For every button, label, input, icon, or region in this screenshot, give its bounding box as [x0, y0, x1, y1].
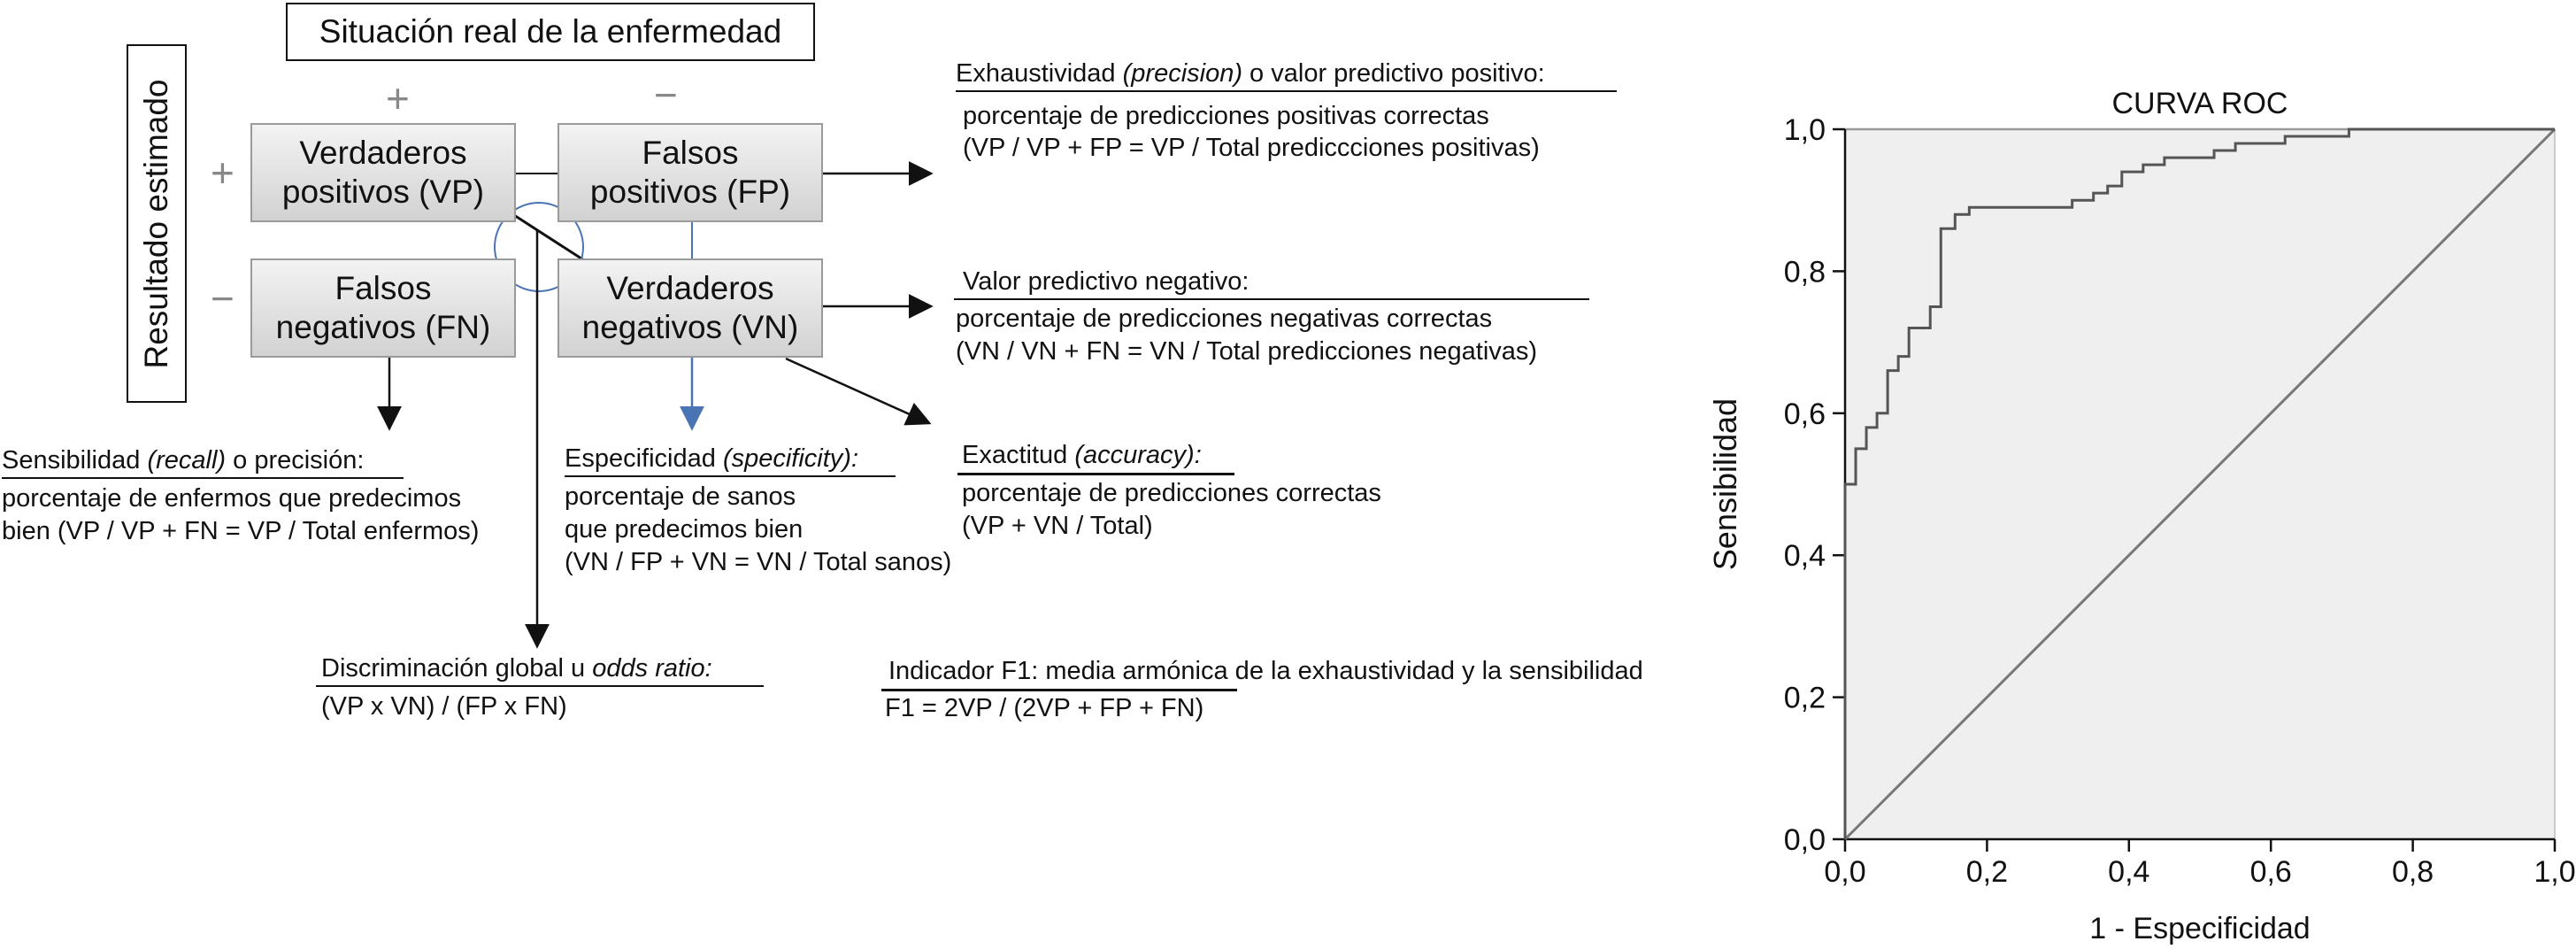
f1-underline — [881, 689, 1237, 691]
minus-sign-row: − — [211, 275, 235, 321]
y-tick-label: 1,0 — [1783, 113, 1826, 147]
cell-vn-line2: negativos (VN) — [581, 309, 799, 345]
vn-to-exactitud-arrow — [786, 359, 929, 423]
cell-fn-line1: Falsos — [334, 270, 432, 306]
cell-fn — [250, 258, 516, 358]
especificidad-title — [565, 443, 896, 477]
cell-fp-line2: positivos (FP) — [589, 174, 791, 210]
plus-sign-row: + — [211, 150, 235, 196]
vpn-line1: porcentaje de predicciones negativas correctas — [956, 305, 1493, 333]
exactitud-line1: porcentaje de predicciones correctas — [962, 479, 1381, 507]
f1-title: Indicador F1: media armónica de la exhaustividad y la sensibilidad — [888, 657, 1643, 685]
roc-curve-line — [1845, 129, 2555, 839]
especificidad-line1: porcentaje de sanos — [565, 482, 796, 511]
cell-vp-line1: Verdaderos — [299, 135, 467, 171]
minus-sign-col: − — [654, 72, 678, 118]
especificidad-title-b: (specificity): — [722, 444, 859, 473]
x-tick-label: 1,0 — [2534, 855, 2576, 889]
y-tick-label: 0,0 — [1783, 823, 1826, 857]
exactitud-underline — [957, 473, 1234, 475]
exactitud-title-a: Exactitud — [962, 441, 1075, 469]
exhaustividad-line1: porcentaje de predicciones positivas correctas — [963, 102, 1489, 130]
y-axis-label: Sensibilidad — [1707, 397, 1743, 571]
cell-fn-line2: negativos (FN) — [275, 309, 491, 345]
sensibilidad-title-c: o precisión: — [226, 446, 365, 474]
especificidad-title-a: Especificidad — [565, 444, 723, 473]
exhaustividad-title-a: Exhaustividad — [956, 59, 1123, 88]
sensibilidad-title-a: Sensibilidad — [2, 446, 148, 474]
discriminacion-title-b: odds ratio: — [592, 654, 712, 683]
x-tick-label: 0,2 — [1965, 855, 2009, 889]
cell-vp — [250, 123, 516, 222]
vpn-line2: (VN / VN + FN = VN / Total predicciones negativas) — [956, 337, 1538, 366]
y-tick-label: 0,6 — [1783, 397, 1826, 431]
especificidad-line3: (VN / FP + VN = VN / Total sanos) — [565, 548, 952, 576]
vpn-title: Valor predictivo negativo: — [954, 266, 1589, 300]
x-tick-label: 0,4 — [2108, 855, 2150, 889]
x-tick-label: 0,8 — [2391, 855, 2434, 889]
sensibilidad-line2: bien (VP / VP + FN = VP / Total enfermos) — [2, 517, 480, 545]
chart-title: CURVA ROC — [2111, 87, 2288, 120]
plus-sign-col: + — [386, 75, 410, 121]
cell-vn-line1: Verdaderos — [606, 270, 774, 306]
reference-diagonal-line — [1845, 129, 2555, 839]
exactitud-title — [962, 439, 1202, 471]
estimated-result-label: Resultado estimado — [138, 78, 174, 369]
exhaustividad-title-b: (precision) — [1122, 59, 1242, 88]
x-axis-label: 1 - Especificidad — [2089, 912, 2311, 945]
disease-header: Situación real de la enfermedad — [319, 13, 782, 50]
cell-vp-line2: positivos (VP) — [281, 174, 485, 210]
exhaustividad-line2: (VP / VP + FP = VP / Total prediccciones positivas) — [963, 134, 1540, 162]
sensibilidad-title-b: (recall) — [147, 446, 227, 474]
y-tick-label: 0,2 — [1783, 681, 1826, 715]
exactitud-title-b: (accuracy): — [1074, 441, 1202, 469]
disease-header-box — [286, 3, 815, 61]
x-tick-label: 0,6 — [2249, 855, 2292, 889]
exhaustividad-title-c: o valor predictivo positivo: — [1242, 59, 1545, 88]
cell-fp — [557, 123, 823, 222]
x-tick-label: 0,0 — [1824, 855, 1866, 889]
estimated-result-box — [127, 44, 187, 403]
exactitud-line2: (VP + VN / Total) — [962, 512, 1153, 540]
sensibilidad-title — [2, 444, 404, 479]
plot-area — [1845, 129, 2555, 839]
discriminacion-line1: (VP x VN) / (FP x FN) — [321, 692, 567, 721]
especificidad-line2: que predecimos bien — [565, 515, 804, 544]
discriminacion-title-a: Discriminación global u — [321, 654, 593, 683]
f1-formula: F1 = 2VP / (2VP + FP + FN) — [885, 694, 1204, 722]
exhaustividad-title — [956, 58, 1617, 92]
y-tick-label: 0,8 — [1783, 255, 1826, 289]
cell-vn — [557, 258, 823, 358]
y-tick-label: 0,4 — [1783, 539, 1826, 574]
sensibilidad-line1: porcentaje de enfermos que predecimos — [2, 484, 462, 513]
cell-fp-line1: Falsos — [642, 135, 739, 171]
discriminacion-title — [316, 652, 764, 687]
